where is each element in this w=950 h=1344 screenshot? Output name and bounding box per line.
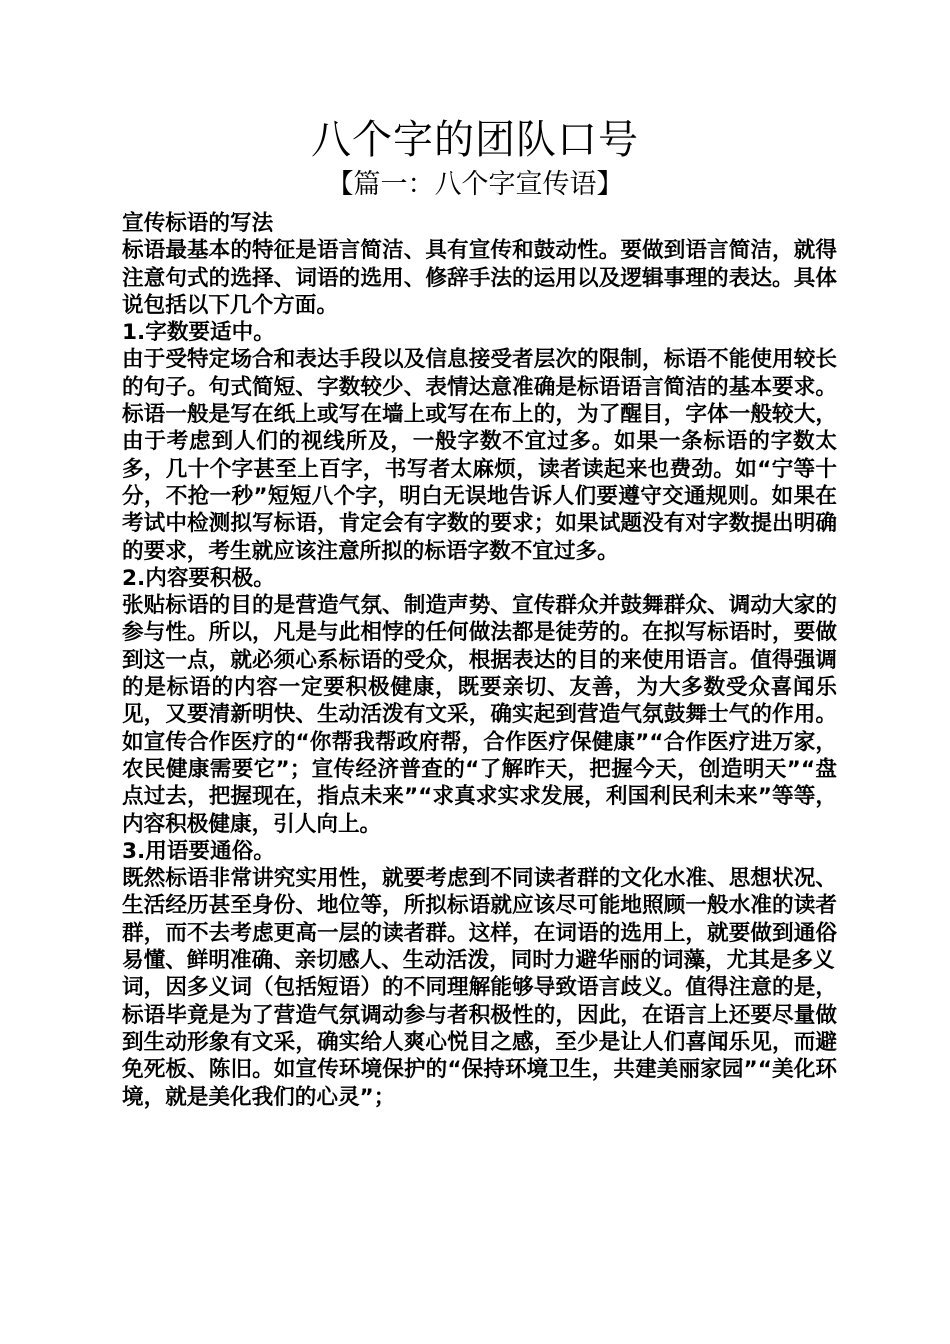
document-body xyxy=(117,210,837,1111)
document-title: 八个字的团队口号 xyxy=(311,117,639,163)
list-heading-1: 1.字数要适中。 xyxy=(122,320,275,346)
body-paragraph: 既然标语非常讲究实用性，就要考虑到不同读者群的文化水准、思想状况、生活经历甚至身份、地位等，所拟标语就应该尽可能地照顾一般水准的读者群，而不去考虑更高一层的读者群。这样，在词语的选用上，就要做到通俗易懂、鲜明准确、亲切感人、生动活泼，同时力避华丽的词藻，尤其是多义 xyxy=(122,866,837,974)
body-paragraph: 词，因多义词（包括短语）的不同理解能够导致语言歧义。值得注意的是，标语毕竟是为了营造气氛调动参与者积极性的，因此，在语言上还要尽量做到生动形象有文采，确实给人爽心悦目之感，至少是让人们喜闻乐见，而避免死板、陈旧。如宣传环境保护的“保持环境卫生，共建美丽家园”“美化环境，就是美化我们的心灵”； xyxy=(122,975,837,1110)
document-subtitle: 【篇一：八个字宣传语】 xyxy=(326,169,624,200)
body-paragraph: 由于受特定场合和表达手段以及信息接受者层次的限制，标语不能使用较长的句子。句式简短、字数较少、表情达意准确是标语语言简洁的基本要求。标语一般是写在纸上或写在墙上或写在布上的，为了醒目，字体一般较大，由于考虑到人们的视线所及，一般字数不宜过多。如果一条标语的字数太多，几十个字甚至上百字，书写者太麻烦，读者读起来也费劲。如“宁等十分，不抢一秒”短短八个字，明白无误地告诉人们要遵守交通规则。如果在考试中检测拟写标语，肯定会有字数的要求；如果试题没有对字数提出明确的要求，考生就应该注意所拟的标语字数不宜过多。 xyxy=(122,347,837,564)
list-heading-3: 3.用语要通俗。 xyxy=(122,838,275,864)
body-paragraph: 标语最基本的特征是语言简洁、具有宣传和鼓动性。要做到语言简洁，就得注意句式的选择、词语的选用、修辞手法的运用以及逻辑事理的表达。具体说包括以下几个方面。 xyxy=(122,238,837,318)
list-heading-2: 2.内容要积极。 xyxy=(122,565,275,591)
body-paragraph: 张贴标语的目的是营造气氛、制造声势、宣传群众并鼓舞群众、调动大家的参与性。所以，凡是与此相悖的任何做法都是徒劳的。在拟写标语时，要做到这一点，就必须心系标语的受众，根据表达的目的来使用语言。值得强调的是标语的内容一定要积极健康，既要亲切、友善，为大多数受众喜闻乐见，又要清新明快、生动活泼有文采，确实起到营造气氛鼓舞士气的作用。如宣传合作医疗的“你帮我帮政府帮，合作医疗保健康”“合作医疗进万家，农民健康需要它”；宣传经济普查的“了解昨天，把握今天，创造明天”“盘点过去，把握现在，指点未来”“求真求实求发展，利国利民利未来”等等，内容积极健康，引人向上。 xyxy=(122,593,837,837)
section-heading: 宣传标语的写法 xyxy=(122,211,274,236)
